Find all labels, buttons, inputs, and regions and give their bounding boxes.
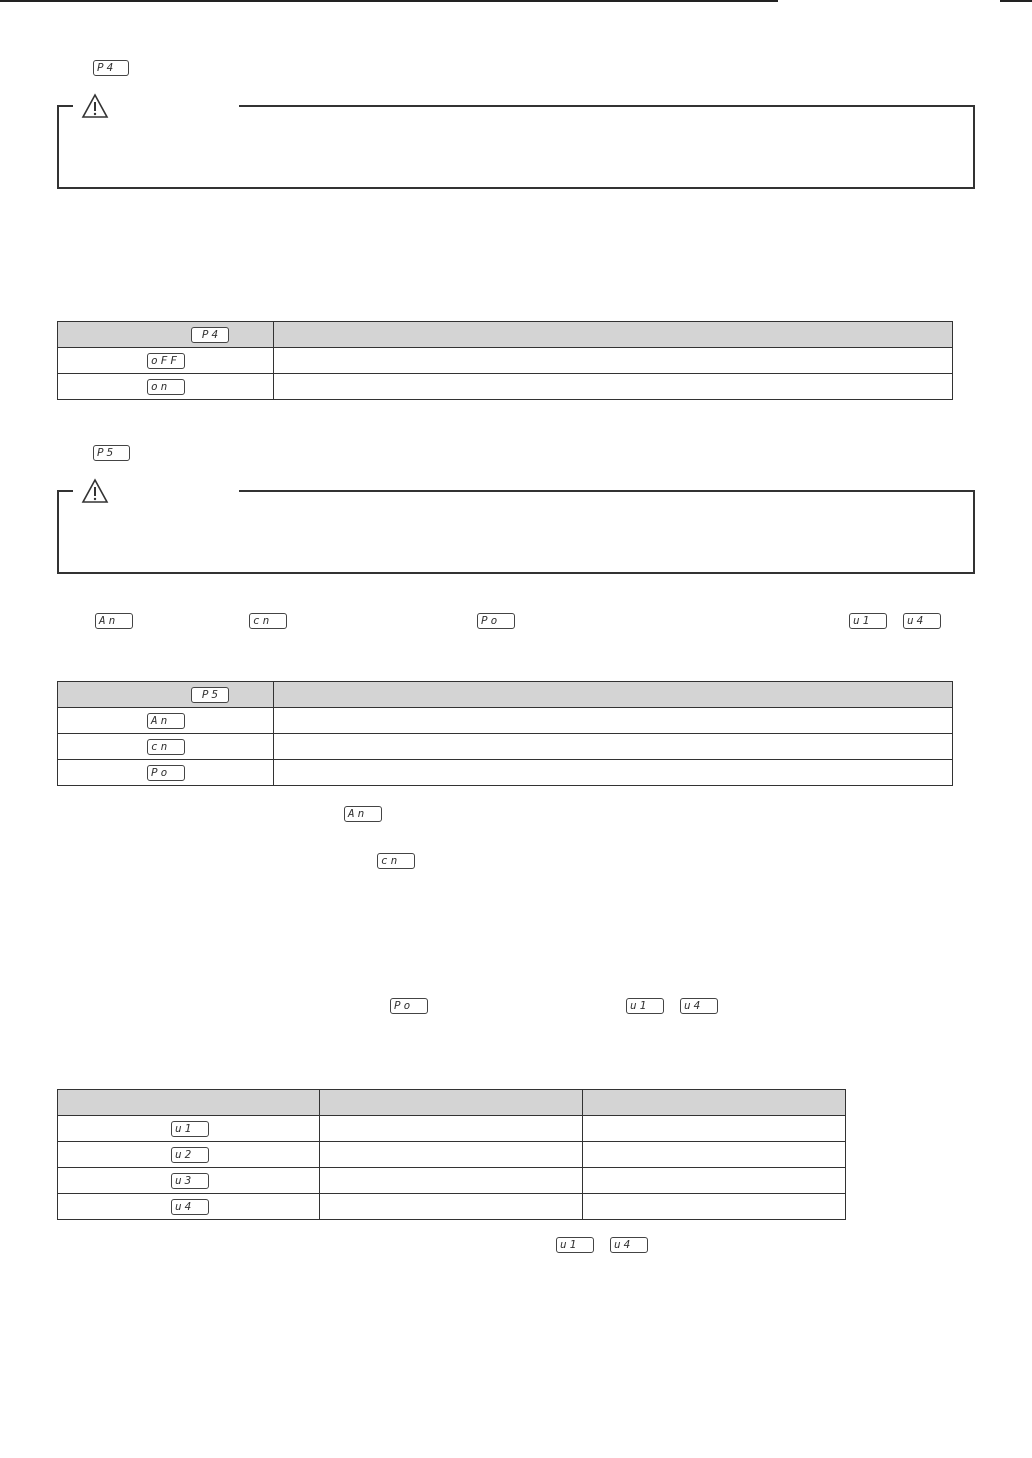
table-row [58,708,953,734]
lcd-code-u4: u4 [171,1199,209,1215]
table-row [58,760,953,786]
table-header-cell [583,1090,846,1116]
lcd-code-off: oFF [147,353,185,369]
lcd-code-u2: u2 [171,1147,209,1163]
table-header-row [58,682,953,708]
footnote-code-u1: u1 [556,1237,594,1253]
p4-heading-code: P4 [93,60,129,76]
table-cell [320,1168,583,1194]
lcd-code-u4: u4 [903,613,941,629]
table-cell [274,734,953,760]
lcd-code-u1: u1 [849,613,887,629]
lcd-code-an: An [95,613,133,629]
note-code-u1: u1 [626,998,664,1014]
p4-table-header-code: P4 [191,327,229,343]
lcd-code-po: Po [147,765,185,781]
table-row [58,1142,846,1168]
table-row [58,1116,846,1142]
table-cell [274,374,953,400]
note-code-an: An [344,806,382,822]
table-header-cell [58,1090,320,1116]
table-row [58,374,953,400]
note-code-cn: cn [377,853,415,869]
lcd-code-an: An [147,713,185,729]
footnote-code-u4: u4 [610,1237,648,1253]
lcd-code-u3: u3 [171,1173,209,1189]
warning-icon [81,478,109,504]
p5-settings-table [57,681,953,786]
table-cell [320,1142,583,1168]
top-rule-end [1000,0,1032,2]
caution-box [57,105,975,189]
lcd-code-cn: cn [249,613,287,629]
p5-table-header-code: P5 [191,687,229,703]
top-rule [0,0,778,2]
table-row [58,348,953,374]
user-presets-table [57,1089,846,1220]
table-cell [274,708,953,734]
note-code-u4: u4 [680,998,718,1014]
table-row [58,1194,846,1220]
table-header-cell [58,682,274,708]
table-header-cell [274,322,953,348]
table-header-cell [274,682,953,708]
table-header-cell [320,1090,583,1116]
table-cell [583,1194,846,1220]
p4-settings-table [57,321,953,400]
table-header-row [58,322,953,348]
table-row [58,734,953,760]
table-cell [274,760,953,786]
warning-icon [81,93,109,119]
table-cell [583,1116,846,1142]
table-cell [583,1142,846,1168]
table-header-row [58,1090,846,1116]
lcd-code-u1: u1 [171,1121,209,1137]
table-cell [320,1116,583,1142]
table-cell [583,1168,846,1194]
table-header-cell [58,322,274,348]
table-cell [320,1194,583,1220]
table-cell [274,348,953,374]
note-code-po: Po [390,998,428,1014]
lcd-code-po: Po [477,613,515,629]
table-row [58,1168,846,1194]
lcd-code-on: on [147,379,185,395]
lcd-code-cn: cn [147,739,185,755]
caution-box [57,490,975,574]
p5-heading-code: P5 [93,445,130,461]
